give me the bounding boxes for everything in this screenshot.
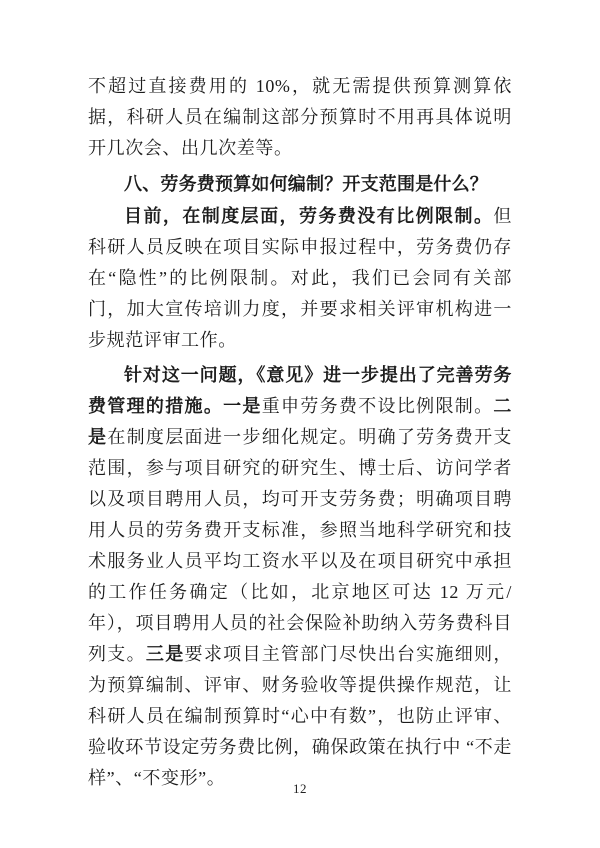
text-segment: 在制度层面进一步细化规定。明确了劳务费开支范围，参与项目研究的研究生、博士后、访问学者以及项目聘用人员，均可开支劳务费；明确项目聘用人员的劳务费开支标准，参照当地科学研究和技术服务业人员平均工资水平以及在项目研究中承担的工作任务确定（比如，北京地区可达 12 万元/年），项目聘用人员的社会保险补助纳入劳务费科目列支。 <box>88 427 512 664</box>
body-paragraph <box>88 360 512 794</box>
text-segment: 重申劳务费不设比例限制。 <box>261 396 494 416</box>
body-paragraph <box>88 201 512 356</box>
text-segment: 不超过直接费用的 10%，就无需提供预算测算依据，科研人员在编制这部分预算时不用再具体说明开几次会、出几次差等。 <box>88 76 512 158</box>
text-content-area <box>88 71 512 794</box>
text-segment-bold: 八、劳务费预算如何编制？开支范围是什么？ <box>124 174 488 194</box>
text-segment: 要求项目主管部门尽快出台实施细则，为预算编制、评审、财务验收等提供操作规范，让科研人员在编制预算时“心中有数”，也防止评审、验收环节设定劳务费比例，确保政策在执行中 “不走样”、“不变形”。 <box>88 644 512 788</box>
body-paragraph <box>88 71 512 164</box>
text-segment-bold: 目前，在制度层面，劳务费没有比例限制。 <box>124 206 494 226</box>
text-segment-bold: 针对这一问题，《意见》进一步提出了完善劳务费管理的措施。一是 <box>88 365 512 416</box>
page-number: 12 <box>293 781 307 796</box>
section-heading <box>88 169 512 200</box>
text-segment-bold: 三是 <box>145 644 185 664</box>
text-segment-bold: 二是 <box>88 396 512 447</box>
text-segment: 但科研人员反映在项目实际申报过程中，劳务费仍存在“隐性”的比例限制。对此，我们已会同有关部门，加大宣传培训力度，并要求相关评审机构进一步规范评审工作。 <box>88 206 512 350</box>
